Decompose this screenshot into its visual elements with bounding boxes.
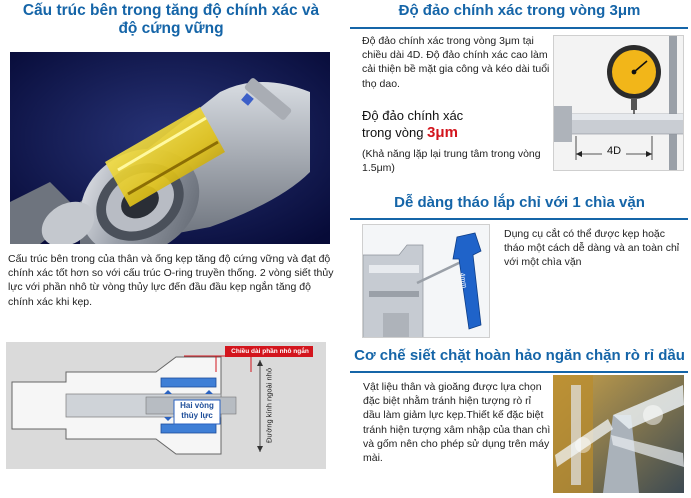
rings-label-line-2: thủy lực bbox=[181, 411, 213, 420]
divider bbox=[350, 218, 688, 220]
oil-seal-description: Vật liệu thân và gioăng được lựa chọn đặc biệt nhằm tránh hiện tượng rò rỉ dầu làm giảm lực kẹp.Thiết kế đặc biệt tránh hiện tượng xâm nhập của than chì và gốm nên cho phép sử dụng trên máy mài. bbox=[363, 381, 551, 464]
overhang-label: Chiều dài phần nhô ngắn bbox=[231, 348, 309, 355]
hydraulic-rings-label bbox=[174, 401, 220, 421]
internal-structure-description: Cấu trúc bên trong của thân và ống kẹp tăng độ cứng vững và đạt độ chính xác tốt hơn so với cấu trúc O-ring truyền thống. 2 vòng siết thủy lực với phần nhô từ vòng thủy lực đến đầu đầu kẹp ngắn tăng độ chính xác khi kẹp. bbox=[8, 253, 334, 308]
section-title-internal-structure bbox=[6, 2, 336, 38]
runout-highlight-line-2 bbox=[362, 124, 552, 143]
section-title-wrench: Dễ dàng tháo lắp chỉ với 1 chìa vặn bbox=[394, 194, 645, 211]
runout-highlight-value: 3μm bbox=[427, 124, 458, 142]
runout-highlight-prefix: trong vòng bbox=[362, 125, 428, 141]
chuck-cutaway-photo bbox=[10, 52, 330, 244]
wrench-size-mark: 4mm bbox=[457, 272, 468, 289]
wrench-description: Dụng cụ cắt có thể được kẹp hoặc tháo một cách dễ dàng và an toàn chỉ với một chìa vặn bbox=[504, 228, 680, 269]
gauge-length-label: 4D bbox=[606, 145, 622, 157]
divider bbox=[350, 27, 688, 29]
clamping-diagram bbox=[6, 342, 326, 469]
runout-description: Độ đảo chính xác trong vòng 3μm tại chiều dài 4D. Độ đảo chính xác cao làm cải thiện bề mặt gia công và kéo dài tuổi thọ dao. bbox=[362, 35, 550, 90]
dial-gauge-illustration bbox=[553, 35, 684, 171]
diameter-label: Đường kính ngoài nhỏ bbox=[264, 368, 274, 443]
runout-highlight-line-1: Độ đảo chính xác bbox=[362, 108, 464, 123]
rings-label-line-1: Hai vòng bbox=[180, 401, 214, 410]
divider bbox=[350, 371, 688, 373]
title-line-2: độ cứng vững bbox=[118, 19, 224, 37]
title-line-1: Cấu trúc bên trong tăng độ chính xác và bbox=[22, 2, 320, 19]
runout-highlight bbox=[362, 108, 552, 143]
section-title-oil-seal: Cơ chế siết chặt hoàn hảo ngăn chặn rò rỉ dầu bbox=[354, 347, 685, 364]
runout-note: (Khả năng lặp lại trung tâm trong vòng 1.5μm) bbox=[362, 148, 541, 175]
coolant-spray-photo bbox=[553, 375, 684, 493]
section-title-runout: Độ đảo chính xác trong vòng 3μm bbox=[398, 2, 641, 19]
wrench-illustration bbox=[362, 224, 490, 338]
